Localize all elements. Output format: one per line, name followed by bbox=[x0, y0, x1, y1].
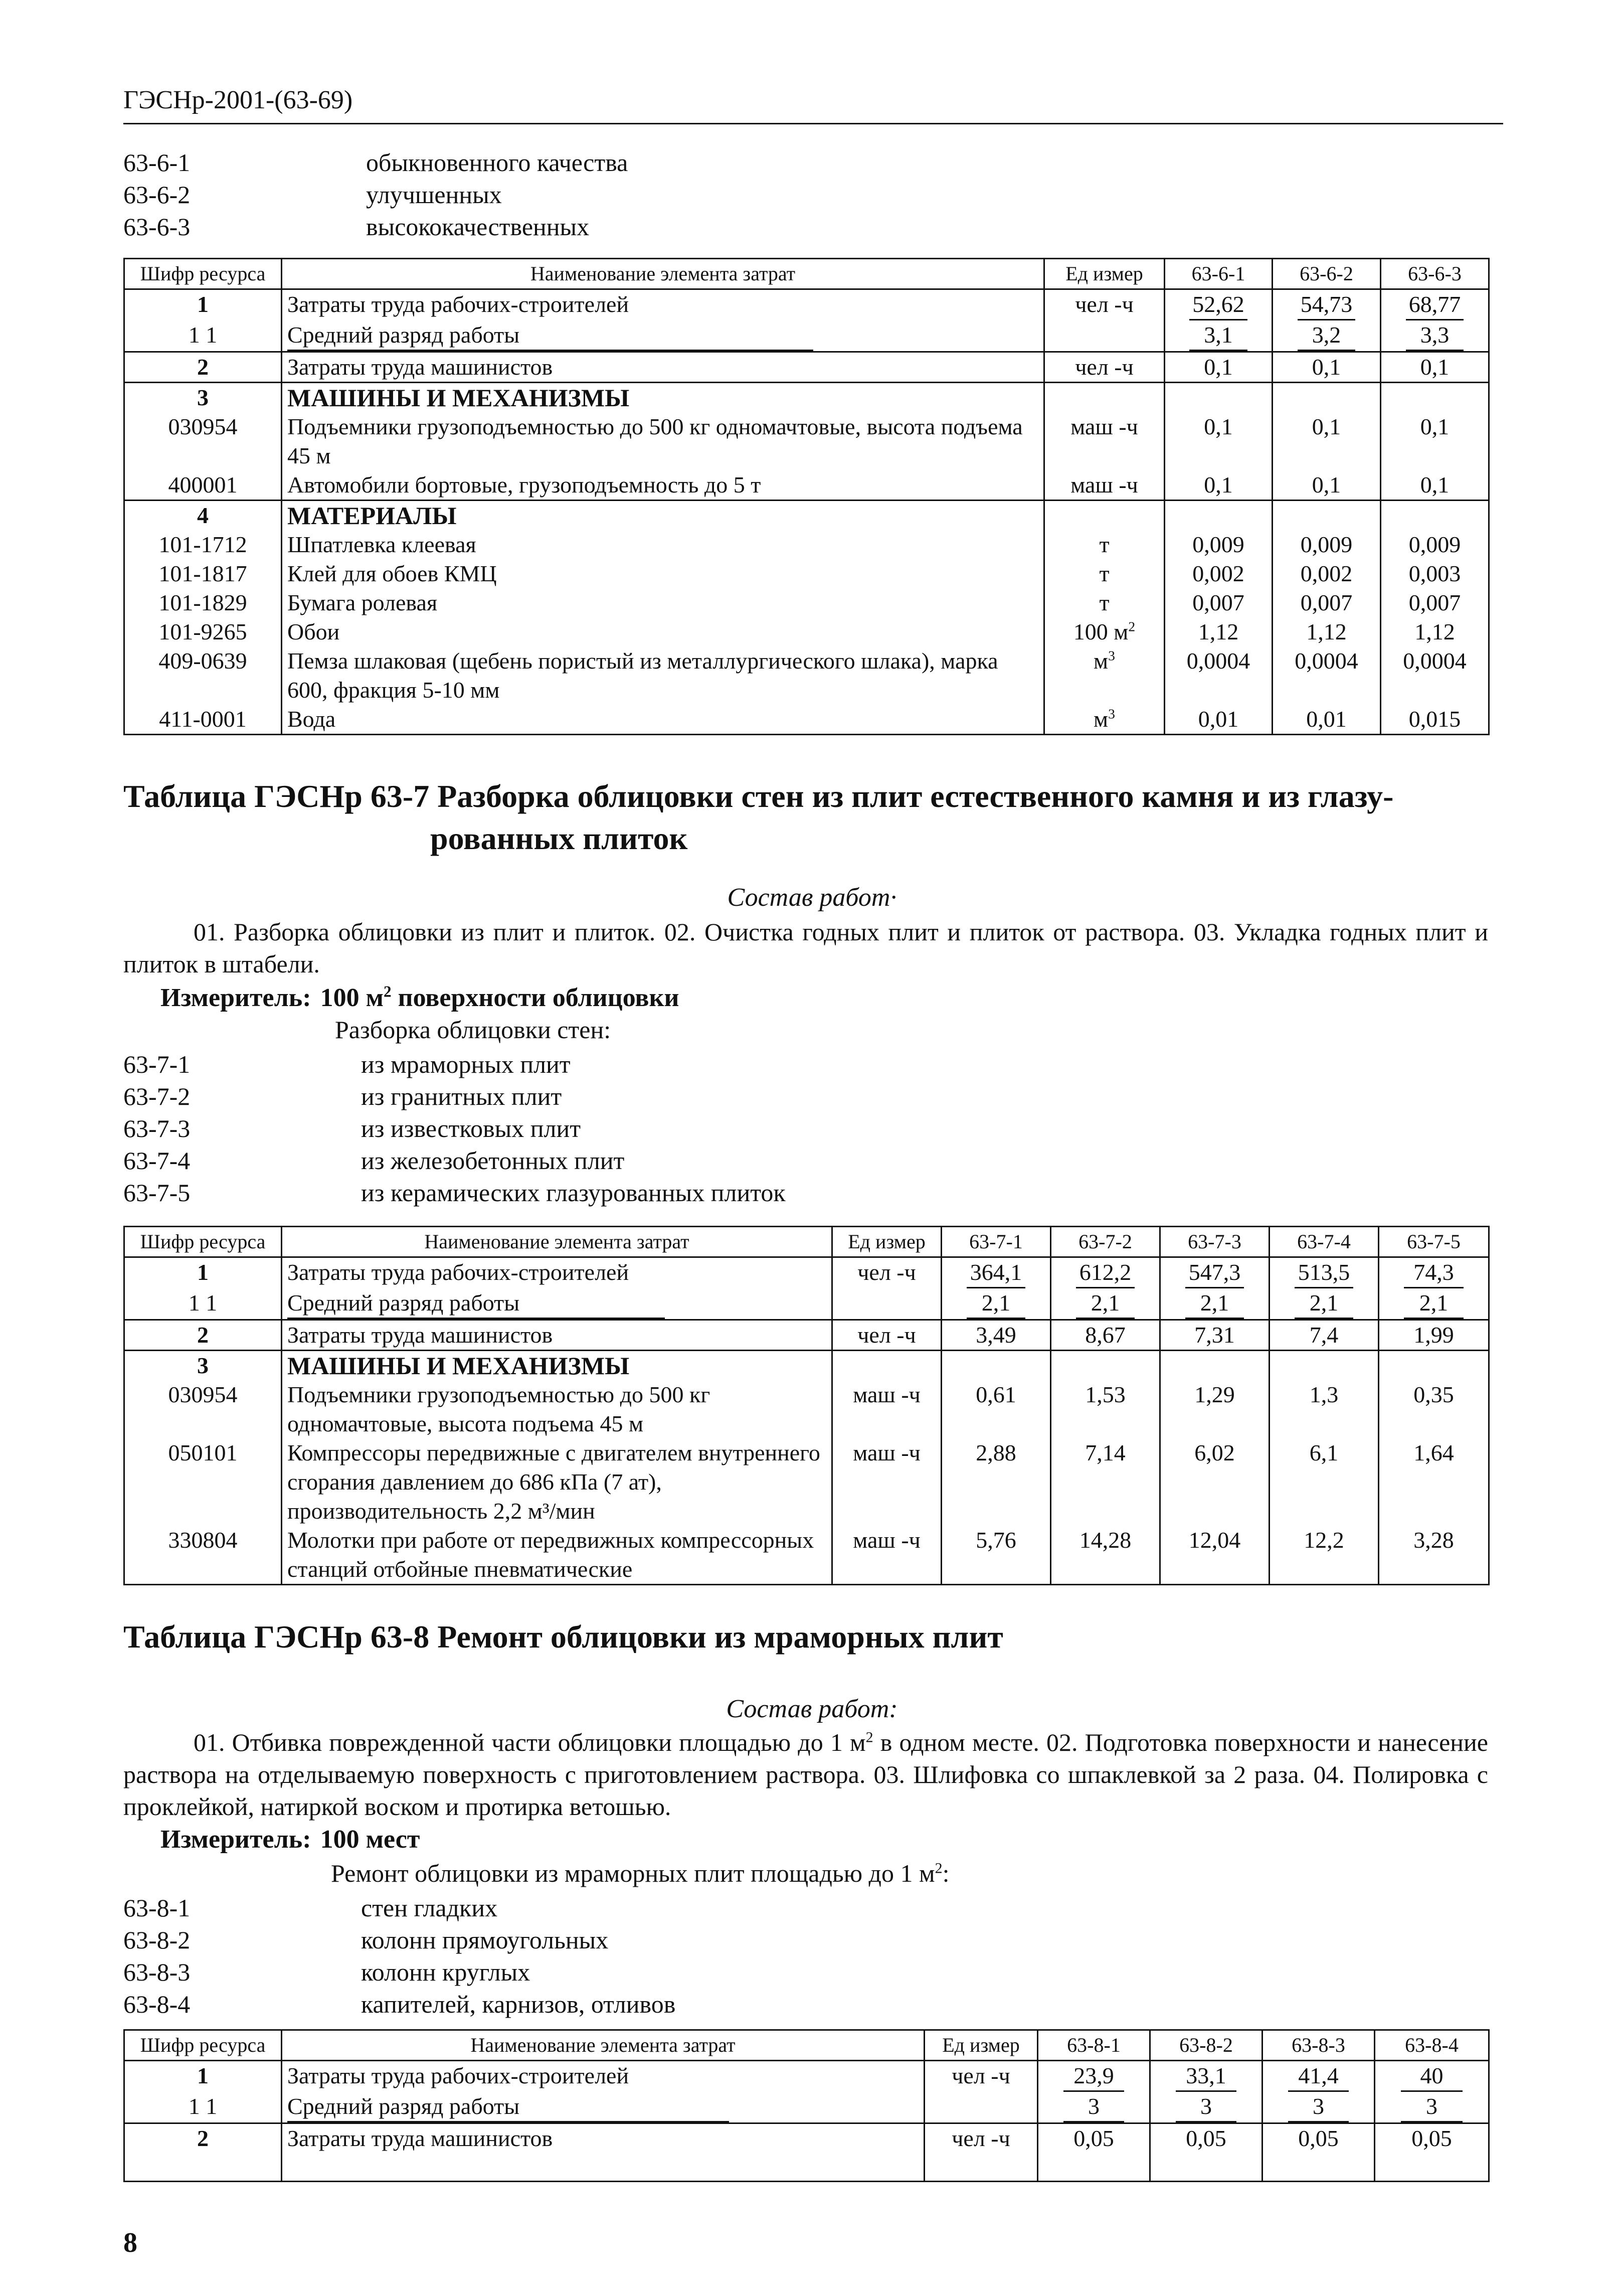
code-label: из мраморных плит bbox=[361, 1050, 571, 1078]
header-col: 63-6-2 bbox=[1273, 259, 1381, 289]
table-row bbox=[124, 588, 1489, 617]
resource-unit: т bbox=[1044, 588, 1165, 617]
resource-code: 2 bbox=[124, 2123, 282, 2182]
resource-code: 409-0639 bbox=[124, 646, 282, 705]
section-heading: МАШИНЫ И МЕХАНИЗМЫ bbox=[282, 1351, 832, 1381]
resource-unit: чел -ч bbox=[925, 2061, 1038, 2092]
value-cell: 1,29 bbox=[1160, 1380, 1270, 1438]
resource-code: 1 1 bbox=[124, 1288, 282, 1320]
resource-name: Компрессоры передвижные с двигателем внутреннего сгорания давлением до 686 кПа (7 ат), производительность 2,2 м³/мин bbox=[282, 1438, 832, 1526]
resource-code: 3 bbox=[124, 1351, 282, 1381]
resource-name: Средний разряд работы bbox=[282, 320, 1044, 352]
code: 63-6-3 bbox=[123, 213, 191, 241]
resource-name: Затраты труда рабочих-строителей bbox=[282, 289, 1044, 321]
value-cell: 3 bbox=[1262, 2092, 1375, 2123]
resource-code: 400001 bbox=[124, 470, 282, 501]
value-cell: 0,009 bbox=[1381, 530, 1489, 559]
header-name: Наименование элемента затрат bbox=[282, 1227, 832, 1257]
table-section-row bbox=[124, 383, 1489, 413]
code-label: обыкновенного качества bbox=[366, 148, 628, 177]
resource-code: 411-0001 bbox=[124, 705, 282, 735]
table-row bbox=[124, 1288, 1489, 1320]
resource-name: Средний разряд работы bbox=[282, 2092, 925, 2123]
table-row bbox=[124, 2092, 1489, 2123]
value-cell: 0,1 bbox=[1381, 412, 1489, 470]
resource-code: 330804 bbox=[124, 1526, 282, 1585]
value-cell: 0,0004 bbox=[1381, 646, 1489, 705]
resource-name: Обои bbox=[282, 617, 1044, 646]
measure-label: Измеритель: bbox=[160, 984, 311, 1012]
resource-code: 1 bbox=[124, 1257, 282, 1289]
composition-text: 01. Разборка облицовки из плит и плиток. 02. Очистка годных плит и плиток от раствора. 03. Укладка годных плит и плиток в штабели. bbox=[123, 918, 1488, 978]
value-cell: 364,1 bbox=[942, 1257, 1051, 1289]
resource-code: 101-9265 bbox=[124, 617, 282, 646]
value-cell: 8,67 bbox=[1051, 1320, 1160, 1351]
resource-unit: чел -ч bbox=[1044, 289, 1165, 321]
resource-name: Бумага ролевая bbox=[282, 588, 1044, 617]
header-col: 63-7-5 bbox=[1379, 1227, 1489, 1257]
section-heading: МАТЕРИАЛЫ bbox=[282, 501, 1044, 531]
header-col: 63-8-2 bbox=[1150, 2030, 1262, 2061]
resource-code: 1 bbox=[124, 289, 282, 321]
resource-code: 1 1 bbox=[124, 2092, 282, 2123]
resource-unit bbox=[1044, 320, 1165, 352]
header-unit: Ед измер bbox=[925, 2030, 1038, 2061]
measure-rest: поверхности облицовки bbox=[391, 984, 679, 1012]
document-header: ГЭСНр-2001-(63-69) bbox=[123, 86, 353, 114]
value-cell: 0,007 bbox=[1165, 588, 1273, 617]
value-cell: 0,1 bbox=[1381, 352, 1489, 383]
value-cell: 3,2 bbox=[1273, 320, 1381, 352]
value-cell: 1,12 bbox=[1381, 617, 1489, 646]
resource-name: Молотки при работе от передвижных компрессорных станций отбойные пневматические bbox=[282, 1526, 832, 1585]
table-row bbox=[124, 412, 1489, 470]
resource-unit: чел -ч bbox=[925, 2123, 1038, 2182]
value-cell: 40 bbox=[1375, 2061, 1489, 2092]
code-label: улучшенных bbox=[366, 181, 502, 209]
header-col: 63-6-1 bbox=[1165, 259, 1273, 289]
header-col: 63-7-2 bbox=[1051, 1227, 1160, 1257]
table-header-row bbox=[124, 1227, 1489, 1257]
value-cell: 513,5 bbox=[1270, 1257, 1379, 1289]
measure-label: Измеритель: bbox=[160, 1825, 311, 1854]
table-row bbox=[124, 530, 1489, 559]
code-label: из известковых плит bbox=[361, 1114, 581, 1142]
resource-name: Подъемники грузоподъемностью до 500 кг одномачтовые, высота подъема 45 м bbox=[282, 1380, 832, 1438]
header-col: 63-6-3 bbox=[1381, 259, 1489, 289]
resource-code: 101-1817 bbox=[124, 559, 282, 588]
value-cell: 12,04 bbox=[1160, 1526, 1270, 1585]
code: 63-7-5 bbox=[123, 1179, 191, 1207]
resource-name: Пемза шлаковая (щебень пористый из металлургического шлака), марка 600, фракция 5-10 мм bbox=[282, 646, 1044, 705]
value-cell: 3,28 bbox=[1379, 1526, 1489, 1585]
header-code: Шифр ресурса bbox=[124, 259, 282, 289]
value-cell: 1,64 bbox=[1379, 1438, 1489, 1526]
value-cell: 0,05 bbox=[1375, 2123, 1489, 2182]
resource-name: Затраты труда рабочих-строителей bbox=[282, 2061, 925, 2092]
code-label: из железобетонных плит bbox=[361, 1146, 625, 1175]
value-cell: 2,1 bbox=[1051, 1288, 1160, 1320]
value-cell: 7,14 bbox=[1051, 1438, 1160, 1526]
table-row bbox=[124, 289, 1489, 321]
code-row bbox=[123, 1177, 786, 1209]
value-cell: 5,76 bbox=[942, 1526, 1051, 1585]
table-row bbox=[124, 470, 1489, 501]
code-row bbox=[123, 1080, 786, 1112]
measure-value: 100 мест bbox=[320, 1825, 420, 1854]
value-cell: 23,9 bbox=[1038, 2061, 1150, 2092]
code: 63-6-2 bbox=[123, 181, 191, 209]
table-row bbox=[124, 2061, 1489, 2092]
section-title bbox=[123, 775, 1507, 860]
resource-code: 101-1712 bbox=[124, 530, 282, 559]
resource-code: 1 bbox=[124, 2061, 282, 2092]
resource-unit: 100 $м^2$ bbox=[1044, 617, 1165, 646]
table-section-row bbox=[124, 1351, 1489, 1381]
page-number: 8 bbox=[123, 2227, 137, 2258]
resource-unit: чел -ч bbox=[1044, 352, 1165, 383]
value-cell: 54,73 bbox=[1273, 289, 1381, 321]
value-cell: 0,1 bbox=[1381, 470, 1489, 501]
code-label: высококачественных bbox=[366, 213, 590, 241]
value-cell: 2,1 bbox=[1270, 1288, 1379, 1320]
table-row bbox=[124, 352, 1489, 383]
value-cell: 1,3 bbox=[1270, 1380, 1379, 1438]
resource-name: Затраты труда рабочих-строителей bbox=[282, 1257, 832, 1289]
code-label: колонн прямоугольных bbox=[361, 1926, 609, 1954]
resource-unit: маш -ч bbox=[832, 1526, 942, 1585]
value-cell: 12,2 bbox=[1270, 1526, 1379, 1585]
value-cell: 0,1 bbox=[1165, 352, 1273, 383]
resource-unit bbox=[832, 1288, 942, 1320]
table-row bbox=[124, 2123, 1489, 2182]
resource-name: Вода bbox=[282, 705, 1044, 735]
value-cell: 3 bbox=[1375, 2092, 1489, 2123]
resource-unit: чел -ч bbox=[832, 1257, 942, 1289]
resource-unit: $м^3$ bbox=[1044, 646, 1165, 705]
code-row bbox=[123, 1956, 675, 1988]
resource-code: 1 1 bbox=[124, 320, 282, 352]
code-list-63-6 bbox=[123, 146, 628, 243]
resource-unit: $м^3$ bbox=[1044, 705, 1165, 735]
value-cell: 7,31 bbox=[1160, 1320, 1270, 1351]
code-row bbox=[123, 1924, 675, 1956]
value-cell: 3 bbox=[1150, 2092, 1262, 2123]
table-header-row bbox=[124, 2030, 1489, 2061]
value-cell: 52,62 bbox=[1165, 289, 1273, 321]
header-name: Наименование элемента затрат bbox=[282, 259, 1044, 289]
measure-line bbox=[160, 1825, 420, 1854]
value-cell: 3,1 bbox=[1165, 320, 1273, 352]
value-cell: 3 bbox=[1038, 2092, 1150, 2123]
value-cell: 0,0004 bbox=[1273, 646, 1381, 705]
value-cell: 0,009 bbox=[1165, 530, 1273, 559]
code: 63-8-1 bbox=[123, 1894, 191, 1922]
code-label: из гранитных плит bbox=[361, 1082, 562, 1110]
header-unit: Ед измер bbox=[832, 1227, 942, 1257]
value-cell: 0,0004 bbox=[1165, 646, 1273, 705]
table-row bbox=[124, 705, 1489, 735]
value-cell: 0,61 bbox=[942, 1380, 1051, 1438]
header-code: Шифр ресурса bbox=[124, 2030, 282, 2061]
subheading: Ремонт облицовки из мраморных плит площадью до 1 $м^2$: bbox=[331, 1859, 950, 1887]
value-cell: 0,1 bbox=[1273, 352, 1381, 383]
header-col: 63-7-4 bbox=[1270, 1227, 1379, 1257]
resource-unit: чел -ч bbox=[832, 1320, 942, 1351]
value-cell: 0,007 bbox=[1381, 588, 1489, 617]
header-col: 63-7-3 bbox=[1160, 1227, 1270, 1257]
table-row bbox=[124, 1526, 1489, 1585]
resource-table-63-8 bbox=[123, 2029, 1490, 2182]
code: 63-6-1 bbox=[123, 148, 191, 177]
code-label: стен гладких bbox=[361, 1894, 498, 1922]
composition-text: 01. Отбивка поврежденной части облицовки площадью до 1 $м^2$ в одном месте. 02. Подготовка поверхности и нанесение раствора на отделываемую поверхность с приготовлением раствора. 03. Шлифовка со шпаклевкой за 2 раза. 04. Полировка с проклейкой, натиркой воском и протирка ветошью. bbox=[123, 1728, 1488, 1821]
table-row bbox=[124, 1320, 1489, 1351]
value-cell: 68,77 bbox=[1381, 289, 1489, 321]
code-row bbox=[123, 211, 628, 243]
resource-code: 4 bbox=[124, 501, 282, 531]
header-col: 63-7-1 bbox=[942, 1227, 1051, 1257]
header-code: Шифр ресурса bbox=[124, 1227, 282, 1257]
resource-unit: маш -ч bbox=[1044, 412, 1165, 470]
value-cell: 0,1 bbox=[1273, 412, 1381, 470]
header-col: 63-8-1 bbox=[1038, 2030, 1150, 2061]
code-row bbox=[123, 179, 628, 211]
table-row bbox=[124, 320, 1489, 352]
value-cell: 74,3 bbox=[1379, 1257, 1489, 1289]
table-section-row bbox=[124, 501, 1489, 531]
value-cell: 1,99 bbox=[1379, 1320, 1489, 1351]
value-cell: 0,01 bbox=[1165, 705, 1273, 735]
resource-code: 030954 bbox=[124, 1380, 282, 1438]
header-name: Наименование элемента затрат bbox=[282, 2030, 925, 2061]
resource-code: 3 bbox=[124, 383, 282, 413]
value-cell: 0,05 bbox=[1150, 2123, 1262, 2182]
code-row bbox=[123, 1144, 786, 1177]
value-cell: 0,05 bbox=[1262, 2123, 1375, 2182]
code-label: капителей, карнизов, отливов bbox=[361, 1990, 676, 2018]
code: 63-7-4 bbox=[123, 1146, 191, 1175]
title-line: рованных плиток bbox=[430, 821, 688, 856]
resource-name: Затраты труда машинистов bbox=[282, 352, 1044, 383]
value-cell: 0,35 bbox=[1379, 1380, 1489, 1438]
code-row bbox=[123, 1892, 675, 1924]
value-cell: 0,015 bbox=[1381, 705, 1489, 735]
value-cell: 2,1 bbox=[1379, 1288, 1489, 1320]
code-row bbox=[123, 1048, 786, 1080]
table-row bbox=[124, 646, 1489, 705]
section-title: Таблица ГЭСНр 63-8 Ремонт облицовки из мраморных плит bbox=[123, 1619, 1003, 1655]
resource-code: 101-1829 bbox=[124, 588, 282, 617]
table-row bbox=[124, 617, 1489, 646]
resource-code: 030954 bbox=[124, 412, 282, 470]
value-cell: 0,002 bbox=[1273, 559, 1381, 588]
resource-name: Шпатлевка клеевая bbox=[282, 530, 1044, 559]
value-cell: 2,88 bbox=[942, 1438, 1051, 1526]
resource-name: Затраты труда машинистов bbox=[282, 1320, 832, 1351]
measure-sup: 2 bbox=[384, 982, 392, 1001]
resource-table-63-7 bbox=[123, 1226, 1490, 1585]
value-cell: 0,009 bbox=[1273, 530, 1381, 559]
header-rule bbox=[123, 123, 1503, 124]
measure-line bbox=[160, 983, 679, 1013]
value-cell: 612,2 bbox=[1051, 1257, 1160, 1289]
header-col: 63-8-4 bbox=[1375, 2030, 1489, 2061]
value-cell: 0,1 bbox=[1165, 412, 1273, 470]
value-cell: 33,1 bbox=[1150, 2061, 1262, 2092]
section-heading: МАШИНЫ И МЕХАНИЗМЫ bbox=[282, 383, 1044, 413]
value-cell: 3,3 bbox=[1381, 320, 1489, 352]
code-label: колонн круглых bbox=[361, 1958, 530, 1986]
header-unit: Ед измер bbox=[1044, 259, 1165, 289]
code-row bbox=[123, 1988, 675, 2020]
value-cell: 0,002 bbox=[1165, 559, 1273, 588]
resource-name: Автомобили бортовые, грузоподъемность до 5 т bbox=[282, 470, 1044, 501]
resource-name: Затраты труда машинистов bbox=[282, 2123, 925, 2182]
table-row bbox=[124, 1257, 1489, 1289]
value-cell: 547,3 bbox=[1160, 1257, 1270, 1289]
table-row bbox=[124, 1438, 1489, 1526]
header-col: 63-8-3 bbox=[1262, 2030, 1375, 2061]
resource-unit: маш -ч bbox=[832, 1438, 942, 1526]
value-cell: 6,1 bbox=[1270, 1438, 1379, 1526]
value-cell: 3,49 bbox=[942, 1320, 1051, 1351]
resource-unit bbox=[925, 2092, 1038, 2123]
code-row bbox=[123, 1112, 786, 1144]
value-cell: 41,4 bbox=[1262, 2061, 1375, 2092]
resource-unit: т bbox=[1044, 559, 1165, 588]
measure-value: 100 м bbox=[320, 984, 384, 1012]
title-line: Таблица ГЭСНр 63-7 Разборка облицовки стен из плит естественного камня и из глазу- bbox=[123, 778, 1394, 814]
table-row bbox=[124, 1380, 1489, 1438]
value-cell: 0,01 bbox=[1273, 705, 1381, 735]
value-cell: 0,1 bbox=[1165, 470, 1273, 501]
resource-name: Средний разряд работы bbox=[282, 1288, 832, 1320]
code-list-63-7 bbox=[123, 1048, 786, 1209]
composition-label: Состав работ: bbox=[726, 1695, 898, 1723]
code-row bbox=[123, 146, 628, 179]
resource-code: 2 bbox=[124, 352, 282, 383]
resource-code: 050101 bbox=[124, 1438, 282, 1526]
subheading: Разборка облицовки стен: bbox=[335, 1016, 611, 1044]
resource-unit: т bbox=[1044, 530, 1165, 559]
resource-name: Клей для обоев КМЦ bbox=[282, 559, 1044, 588]
value-cell: 6,02 bbox=[1160, 1438, 1270, 1526]
resource-name: Подъемники грузоподъемностью до 500 кг одномачтовые, высота подъема 45 м bbox=[282, 412, 1044, 470]
value-cell: 0,1 bbox=[1273, 470, 1381, 501]
value-cell: 2,1 bbox=[1160, 1288, 1270, 1320]
resource-table-63-6 bbox=[123, 258, 1490, 735]
value-cell: 0,003 bbox=[1381, 559, 1489, 588]
code: 63-8-4 bbox=[123, 1990, 191, 2018]
resource-unit: маш -ч bbox=[1044, 470, 1165, 501]
code: 63-7-1 bbox=[123, 1050, 191, 1078]
value-cell: 2,1 bbox=[942, 1288, 1051, 1320]
code: 63-8-3 bbox=[123, 1958, 191, 1986]
value-cell: 1,53 bbox=[1051, 1380, 1160, 1438]
resource-code: 2 bbox=[124, 1320, 282, 1351]
resource-unit: маш -ч bbox=[832, 1380, 942, 1438]
code: 63-7-3 bbox=[123, 1114, 191, 1142]
table-header-row bbox=[124, 259, 1489, 289]
code-label: из керамических глазурованных плиток bbox=[361, 1179, 786, 1207]
value-cell: 1,12 bbox=[1165, 617, 1273, 646]
code-list-63-8 bbox=[123, 1892, 675, 2020]
value-cell: 1,12 bbox=[1273, 617, 1381, 646]
value-cell: 0,007 bbox=[1273, 588, 1381, 617]
table-row bbox=[124, 559, 1489, 588]
composition-label: Состав работ· bbox=[727, 883, 897, 912]
value-cell: 0,05 bbox=[1038, 2123, 1150, 2182]
value-cell: 14,28 bbox=[1051, 1526, 1160, 1585]
code: 63-7-2 bbox=[123, 1082, 191, 1110]
code: 63-8-2 bbox=[123, 1926, 191, 1954]
value-cell: 7,4 bbox=[1270, 1320, 1379, 1351]
